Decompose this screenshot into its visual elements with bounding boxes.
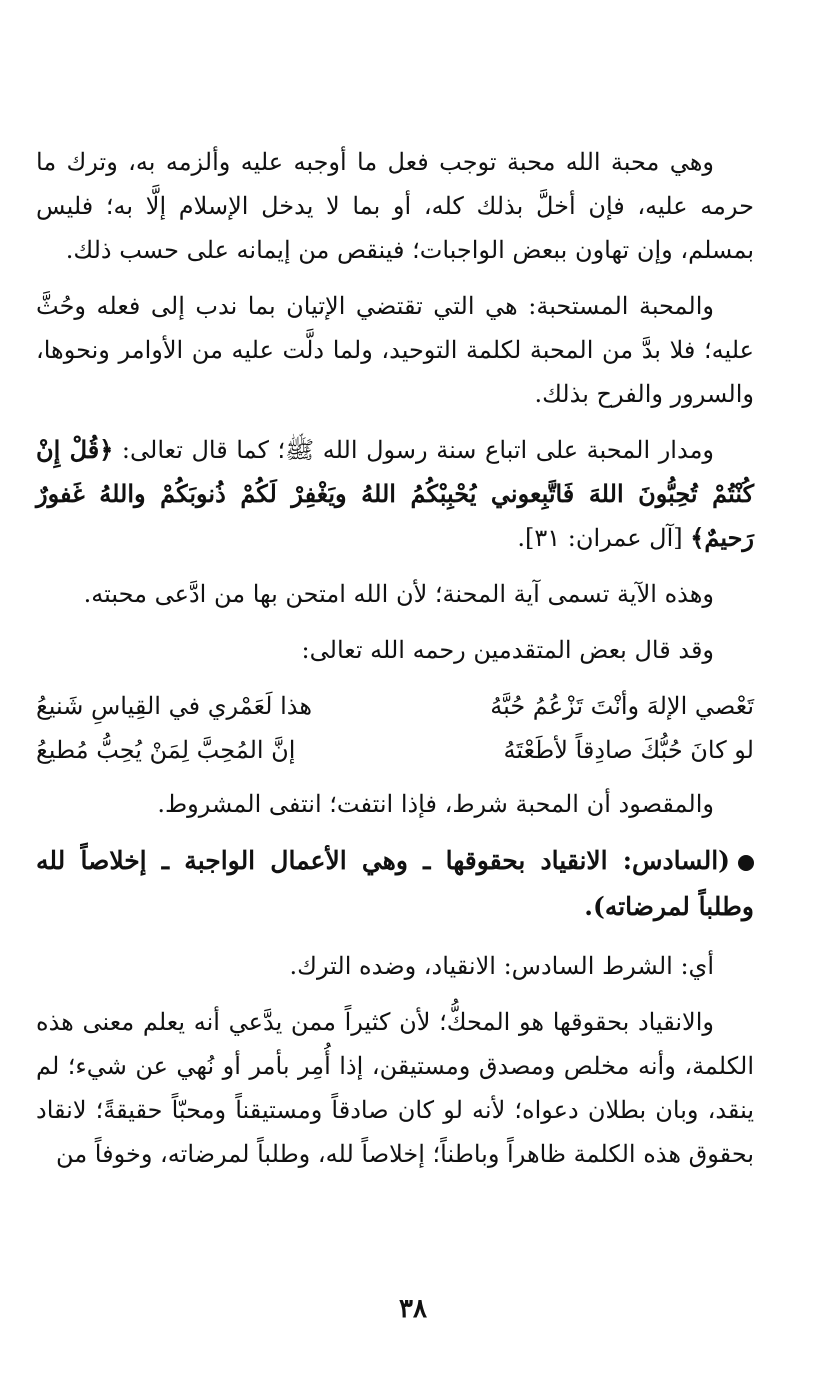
bullet-icon [738,855,754,871]
page-body [36,140,754,1188]
paragraph-text: وهذه الآية تسمى آية المحنة؛ لأن الله امتحن بها من ادَّعى محبته. [83,580,714,608]
paragraph-text: والانقياد بحقوقها هو المحكُّ؛ لأن كثيراً ممن يدَّعي أنه يعلم معنى هذه الكلمة، وأنه مخلص ومصدق ومستيقن، إذا أُمِر بأمر أو نُهي عن شيء؛ لم ينقد، وبان بطلان دعواه؛ لأنه لو كان صادقاً ومستيقناً ومحبّاً حقيقةً؛ لانقاد بحقوق هذه الكلمة ظاهراً وباطناً؛ إخلاصاً لله، وطلباً لمرضاته، وخوفاً من [36,1008,754,1168]
poem-hemistich: هذا لَعَمْري في القِياسِ شَنيعُ [36,692,313,720]
poem-line [36,728,754,772]
quran-verse: ﴿قُلْ إِنْ كُنْتُمْ تُحِبُّونَ اللهَ فَاتَّبِعوني يُحْبِبْكُمُ اللهُ ويَغْفِرْ لَكُمْ ذُنوبَكُمْ واللهُ غَفورٌ رَحيمٌ﴾ [36,435,754,552]
paragraph-obligatory-love [36,140,754,272]
paragraph-poem-intro [36,628,754,672]
paragraph-text: ومدار المحبة على اتباع سنة رسول الله ﷺ؛ كما قال تعالى: [121,436,715,464]
paragraph-text: والمحبة المستحبة: هي التي تقتضي الإتيان بما ندب إلى فعله وحُثَّ عليه؛ فلا بدَّ من المحبة لكلمة التوحيد، ولما دلَّت عليه من الأوامر ونحوها، والسرور والفرح بذلك. [36,292,754,408]
section-heading [36,838,754,930]
paragraph-trial-verse [36,572,754,616]
paragraph-text: والمقصود أن المحبة شرط، فإذا انتفت؛ انتفى المشروط. [157,790,714,818]
poem-hemistich: لو كانَ حُبُّكَ صادِقاً لأطَعْتَهُ [503,736,754,764]
paragraph-text: أي: الشرط السادس: الانقياد، وضده الترك. [289,952,714,980]
paragraph-condition [36,782,754,826]
paragraph-text: وهي محبة الله محبة توجب فعل ما أوجبه عليه وألزمه به، وترك ما حرمه عليه، فإن أخلَّ بذلك كله، أو بما لا يدخل الإسلام إلَّا به؛ فليس بمسلم، وإن تهاون ببعض الواجبات؛ فينقص من إيمانه على حسب ذلك. [36,148,754,264]
paragraph-quran-verse [36,428,754,560]
poem-hemistich: إنَّ المُحِبَّ لِمَنْ يُحِبُّ مُطيعُ [36,736,296,764]
paragraph-text: وقد قال بعض المتقدمين رحمه الله تعالى: [301,636,714,664]
paragraph-submission [36,1000,754,1176]
poem [36,684,754,772]
poem-line [36,684,754,728]
page-number: ٣٨ [399,1294,427,1324]
heading-text: (السادس: الانقياد بحقوقها ـ وهي الأعمال الواجبة ـ إخلاصاً لله وطلباً لمرضاته). [36,846,754,921]
paragraph-recommended-love [36,284,754,416]
paragraph-sixth-condition [36,944,754,988]
verse-reference: [آل عمران: ٣١]. [517,524,683,552]
poem-hemistich: تَعْصي الإلهَ وأنْتَ تَزْعُمُ حُبَّهُ [490,692,754,720]
